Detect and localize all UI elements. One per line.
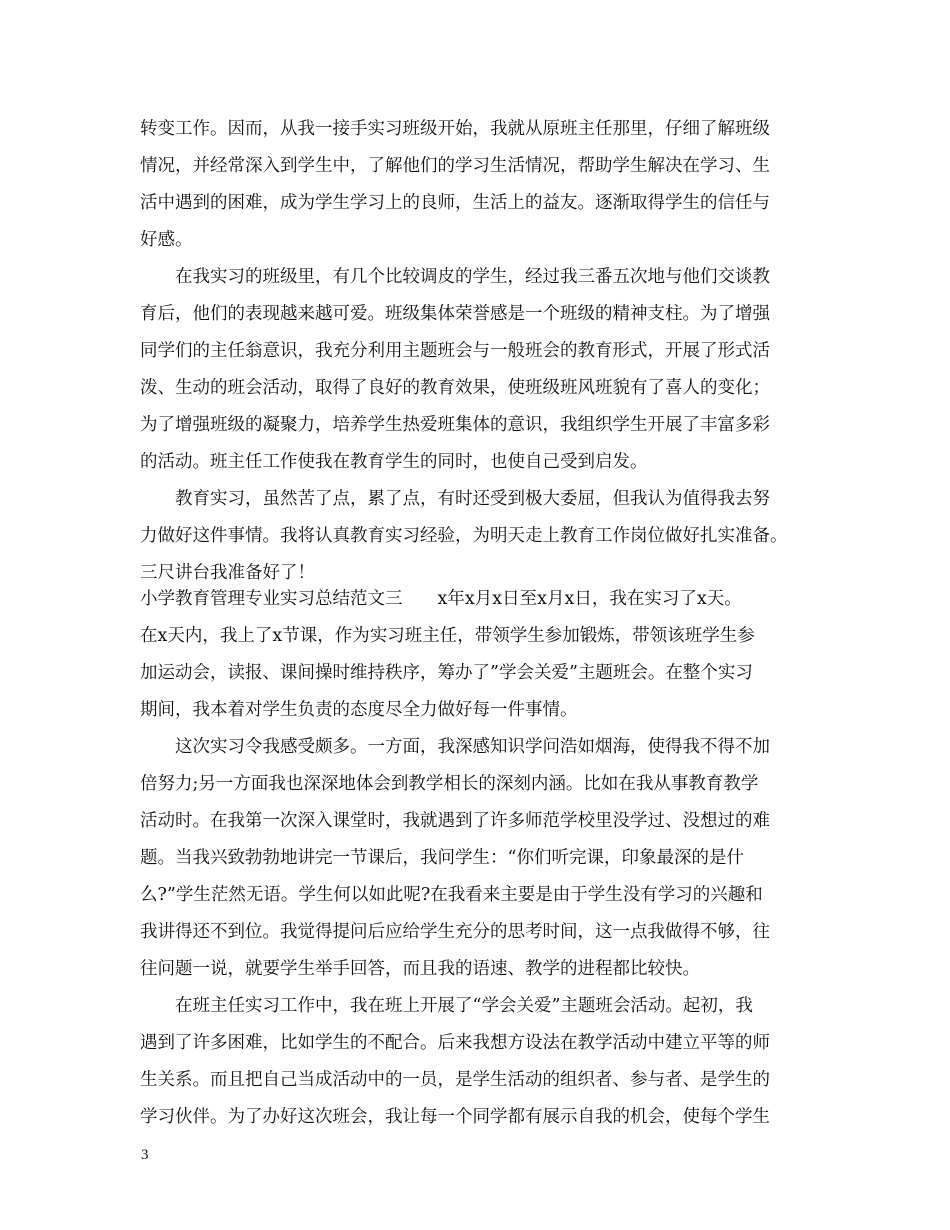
text-line: 往问题一说，就要学生举手回答，而且我的语速、教学的进程都比较快。 (140, 959, 700, 979)
text-line: 加运动会，读报、课间操时维持秩序，筹办了”学会关爱”主题班会。在整个实习 (140, 663, 753, 683)
text-line: 活动时。在我第一次深入课堂时，我就遇到了许多师范学校里没学过、没想过的难 (140, 811, 770, 831)
text-line: 三尺讲台我准备好了！ (140, 563, 315, 583)
text-line: 学习伙伴。为了办好这次班会，我让每一个同学都有展示自我的机会，使每个学生 (140, 1107, 770, 1127)
text-line: 情况，并经常深入到学生中，了解他们的学习生活情况，帮助学生解决在学习、生 (140, 156, 770, 176)
text-line: 力做好这件事情。我将认真教育实习经验，为明天走上教育工作岗位做好扎实准备。 (140, 526, 788, 546)
text-line: 转变工作。因而，从我一接手实习班级开始，我就从原班主任那里，仔细了解班级 (140, 119, 770, 139)
section-heading-line: 小学教育管理专业实习总结范文三 x年x月x日至x月x日，我在实习了x天。 (140, 589, 742, 609)
text-line: 这次实习令我感受颇多。一方面，我深感知识学问浩如烟海，使得我不得不加 (140, 737, 770, 757)
text-line: 好感。 (140, 230, 193, 250)
text-line: 为了增强班级的凝聚力，培养学生热爱班集体的意识，我组织学生开展了丰富多彩 (140, 415, 770, 435)
text-line: 生关系。而且把自己当成活动中的一员，是学生活动的组织者、参与者、是学生的 (140, 1070, 770, 1090)
text-line: 么?”学生茫然无语。学生何以如此呢?在我看来主要是由于学生没有学习的兴趣和 (140, 885, 763, 905)
text-line: 倍努力;另一方面我也深深地体会到教学相长的深刻内涵。比如在我从事教育教学 (140, 774, 759, 794)
text-line: 在x天内，我上了x节课，作为实习班主任，带领学生参加锻炼，带领该班学生参 (140, 626, 755, 646)
text-line: 题。当我兴致勃勃地讲完一节课后，我问学生：“你们听完课，印象最深的是什 (140, 848, 744, 868)
text-line: 教育实习，虽然苦了点，累了点，有时还受到极大委屈，但我认为值得我去努 (140, 489, 770, 509)
text-line: 在班主任实习工作中，我在班上开展了“学会关爱”主题班会活动。起初，我 (140, 996, 753, 1016)
text-line: 遇到了许多困难，比如学生的不配合。后来我想方设法在教学活动中建立平等的师 (140, 1033, 770, 1053)
text-line: 同学们的主任翁意识，我充分利用主题班会与一般班会的教育形式，开展了形式活 (140, 341, 770, 361)
text-line: 期间，我本着对学生负责的态度尽全力做好每一件事情。 (140, 700, 578, 720)
text-line: 的活动。班主任工作使我在教育学生的同时，也使自己受到启发。 (140, 452, 648, 472)
text-line: 育后，他们的表现越来越可爱。班级集体荣誉感是一个班级的精神支柱。为了增强 (140, 304, 770, 324)
page-number: 3 (141, 1147, 149, 1163)
text-line: 我讲得还不到位。我觉得提问后应给学生充分的思考时间，这一点我做得不够，往 (140, 922, 770, 942)
text-line: 活中遇到的困难，成为学生学习上的良师，生活上的益友。逐渐取得学生的信任与 (140, 193, 770, 213)
text-line: 在我实习的班级里，有几个比较调皮的学生，经过我三番五次地与他们交谈教 (140, 267, 770, 287)
text-line: 泼、生动的班会活动，取得了良好的教育效果，使班级班风班貌有了喜人的变化； (140, 378, 770, 398)
